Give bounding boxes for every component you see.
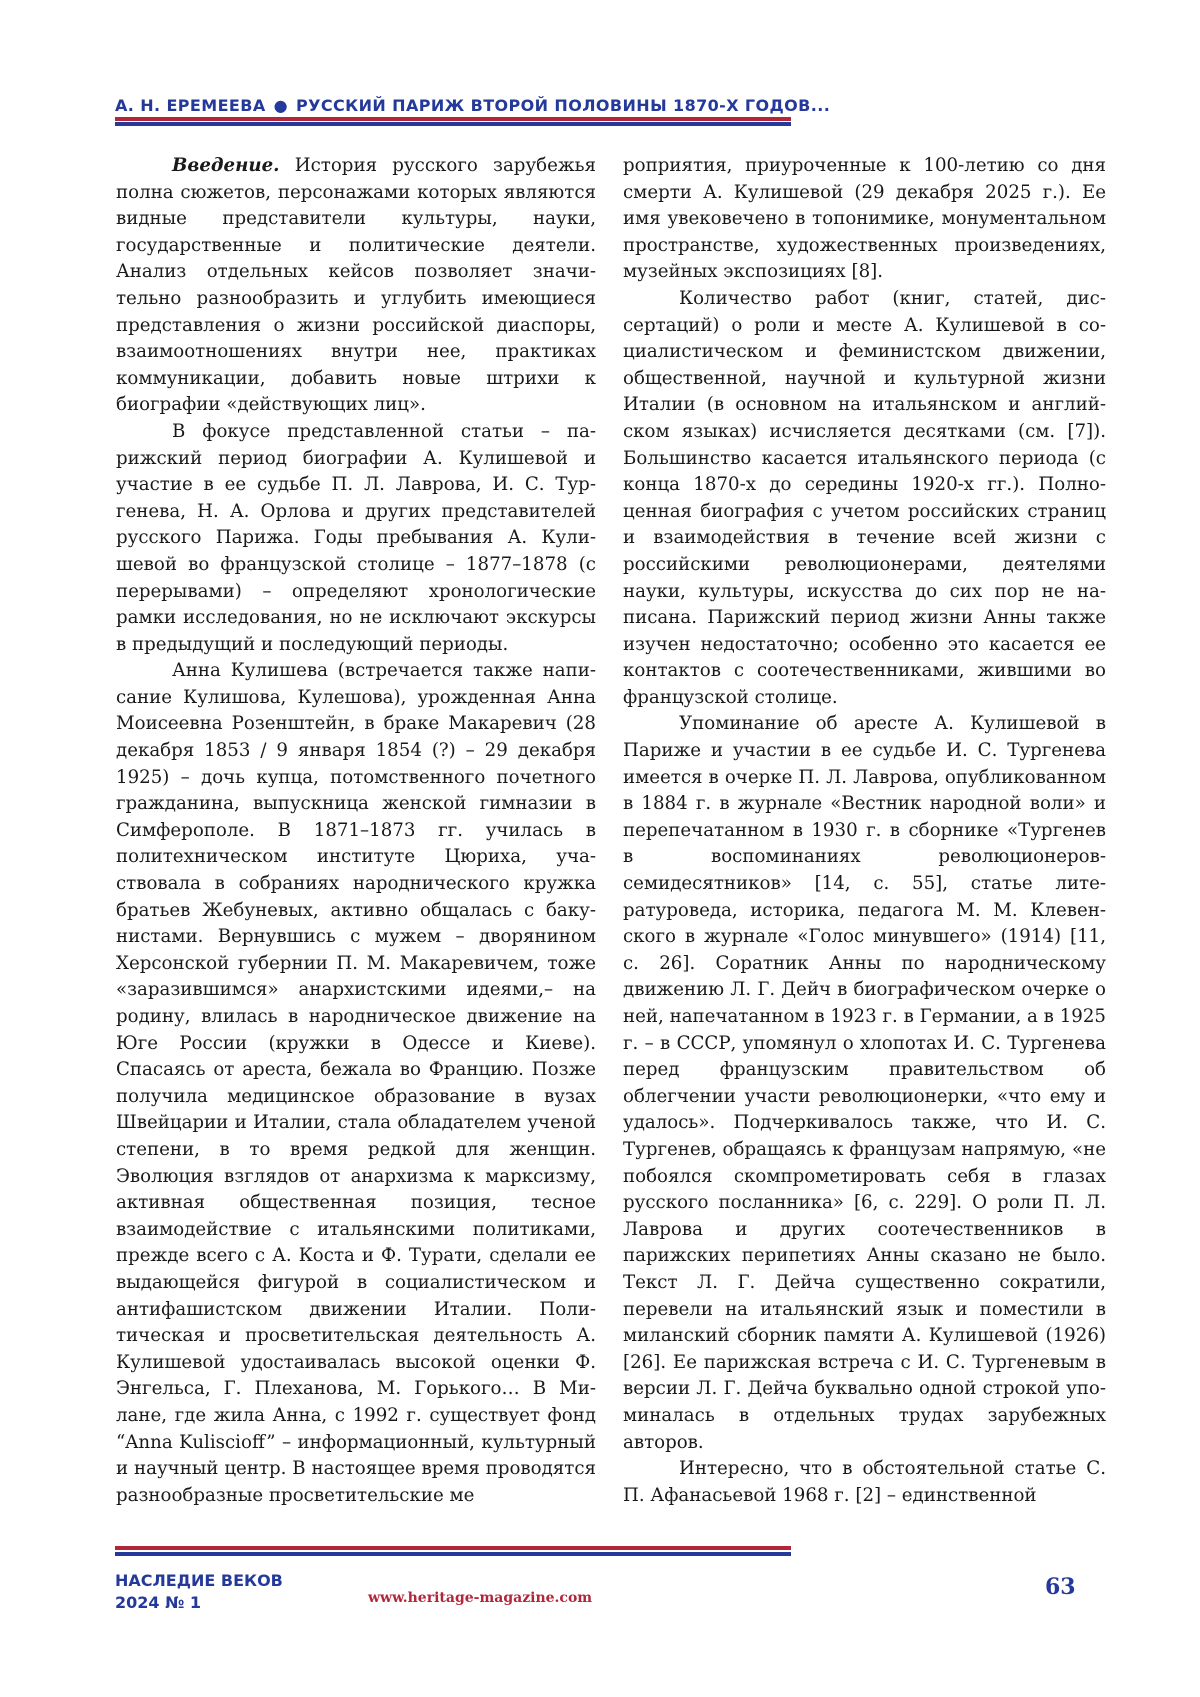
continued-paragraph: роприятия, приуроченные к 100-летию со дня смерти А. Кулишевой (29 декабря 2025 г.). Ее имя увековечено в топонимике, монументальном пространстве, художественных произведениях, музейных экспозициях [8]. bbox=[623, 155, 1106, 283]
magazine-url[interactable]: www.heritage-magazine.com bbox=[368, 1590, 593, 1606]
arrest-paragraph: Упоминание об аресте А. Кулишевой в Париже и участии в ее судьбе И. С. Тургенева имеется в очерке П. Л. Лаврова, опубликованном в 1884 г. в журнале «Вестник народной воли» и перепечатанном в 1930 г. в сборнике «Тургенев в воспоминаниях революционеров-семидесятников» [14, с. 55], статье литературоведа, историка, педагога М. М. Клевенского в журнале «Голос минувшего» (1914) [11, с. 26]. Соратник Анны по народническому движению Л. Г. Дейч в биографическом очерке о ней, напечатанном в 1923 г. в Германии, а в 1925 г. – в СССР, упомянул о хлопотах И. С. Тургенева перед французским правительством об облегчении участи революционерки, «что ему и удалось». Подчеркивалось также, что И. С. Тургенев, обращаясь к французам напрямую, «не побоялся скомпрометировать себя в глазах русского посланника» [6, с. 229]. О роли П. Л. Лаврова и других соотечественников в парижских перипетиях Анны сказано не было. Текст Л. Г. Дейча существенно сократили, перевели на итальянский язык и поместили в миланский сборник памяти А. Кулишевой (1926) [26]. Ее парижская встреча с И. С. Тургеневым в версии Л. Г. Дейча буквально одной строкой упоминалась в отдельных трудах зарубежных авторов. bbox=[623, 713, 1106, 1453]
afanasyeva-paragraph: Интересно, что в обстоятельной статье С. П. Афанасьевой 1968 г. [2] – единственной bbox=[623, 1458, 1106, 1506]
footer-rule-red bbox=[115, 1546, 791, 1550]
footer-rule-blue bbox=[115, 1552, 791, 1556]
page-number: 63 bbox=[1045, 1574, 1076, 1600]
magazine-name: НАСЛЕДИЕ ВЕКОВ bbox=[115, 1571, 283, 1590]
intro-paragraph bbox=[116, 153, 596, 419]
header-rule-blue bbox=[115, 122, 791, 126]
header-author: А. Н. ЕРЕМЕЕВА bbox=[115, 96, 266, 115]
issue-number: 2024 № 1 bbox=[115, 1593, 202, 1612]
header-title: РУССКИЙ ПАРИЖ ВТОРОЙ ПОЛОВИНЫ 1870-Х ГОДОВ... bbox=[296, 96, 831, 115]
header-rule-red bbox=[115, 117, 791, 121]
running-head bbox=[115, 96, 830, 115]
left-column bbox=[116, 153, 596, 1509]
intro-lead: Введение. bbox=[172, 155, 280, 176]
biography-paragraph: Анна Кулишева (встречается также написание Кулишова, Кулешова), урожденная Анна Моисеевна Розенштейн, в браке Макаревич (28 декабря 1853 / 9 января 1854 (?) – 29 декабря 1925) – дочь купца, потомственного почетного гражданина, выпускница женской гимназии в Симферополе. В 1871–1873 гг. училась в политехническом институте Цюриха, участвовала в собраниях народнического кружка братьев Жебуневых, активно общалась с бакунистами. Вернувшись с мужем – дворянином Херсонской губернии П. М. Макаревичем, тоже «заразившимся» анархистскими идеями,– на родину, влилась в народническое движение на Юге России (кружки в Одессе и Киеве). Спасаясь от ареста, бежала во Францию. Позже получила медицинское образование в вузах Швейцарии и Италии, стала обладателем ученой степени, в то время редкой для женщин. Эволюция взглядов от анархизма к марксизму, активная общественная позиция, тесное взаимодействие с итальянскими политиками, прежде всего с А. Коста и Ф. Турати, сделали ее выдающейся фигурой в социалистическом и антифашистском движении Италии. Политическая и просветительская деятельность А. Кулишевой удостаивалась высокой оценки Ф. Энгельса, Г. Плеханова, М. Горького… В Милане, где жила Анна, с 1992 г. существует фонд “Anna Kuliscioff” – информационный, культурный и научный центр. В настоящее время проводятся разнообразные просветительские ме bbox=[116, 660, 596, 1506]
footer-magazine bbox=[115, 1570, 283, 1614]
works-paragraph: Количество работ (книг, статей, диссертаций) о роли и месте А. Кулишевой в социалистическом и феминистском движении, общественной, научной и культурной жизни Италии (в основном на итальянском и английском языках) исчисляется десятками (см. [7]). Большинство касается итальянского периода (с конца 1870-х до середины 1920-х гг.). Полноценная биография с учетом российских страниц и взаимодействия в течение всей жизни с российскими революционерами, деятелями науки, культуры, искусства до сих пор не написана. Парижский период жизни Анны также изучен недостаточно; особенно это касается ее контактов с соотечественниками, жившими во французской столице. bbox=[623, 287, 1106, 708]
intro-text: История русского зарубежья полна сюжетов, персонажами которых являются видные представители культуры, науки, государственные и политические деятели. Анализ отдельных кейсов позволяет значительно разнообразить и углубить имеющиеся представления о жизни российской диаспоры, взаимоотношениях внутри нее, практиках коммуникации, добавить новые штрихи к биографии «действующих лиц». bbox=[116, 155, 596, 416]
bullet-icon: ● bbox=[273, 96, 288, 115]
focus-paragraph: В фокусе представленной статьи – парижский период биографии А. Кулишевой и участие в ее судьбе П. Л. Лаврова, И. С. Тургенева, Н. А. Орлова и других представителей русского Парижа. Годы пребывания А. Кулишевой во французской столице – 1877–1878 (с перерывами) – определяют хронологические рамки исследования, но не исключают экскурсы в предыдущий и последующий периоды. bbox=[116, 420, 596, 655]
right-column bbox=[623, 153, 1106, 1509]
